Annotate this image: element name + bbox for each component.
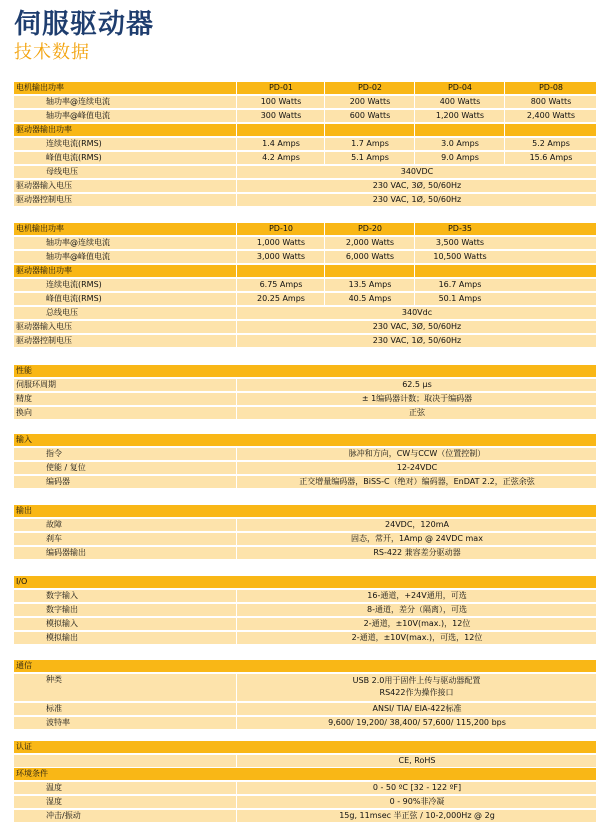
row-value: 62.5 µs — [236, 379, 597, 391]
spec-row — [14, 124, 596, 136]
spec-row — [14, 180, 596, 192]
section-heading: 输入 — [16, 435, 32, 444]
model-column-value: 5.2 Amps — [504, 138, 597, 150]
model-column-value: PD-35 — [414, 223, 505, 235]
row-label: 换向 — [16, 408, 32, 417]
row-value: 16-通道，+24V通用，可选 — [236, 590, 597, 602]
model-column-value: PD-08 — [504, 82, 597, 94]
model-column-value: 800 Watts — [504, 96, 597, 108]
model-column-value: PD-20 — [324, 223, 415, 235]
blank-column — [236, 124, 325, 136]
spec-row — [14, 393, 596, 405]
model-column-value: 3,000 Watts — [236, 251, 325, 263]
spec-row — [14, 462, 596, 474]
section-heading-row — [14, 741, 596, 753]
spec-row — [14, 519, 596, 531]
spec-row — [14, 590, 596, 602]
model-column-value: 6,000 Watts — [324, 251, 415, 263]
model-column-value: 300 Watts — [236, 110, 325, 122]
page-title: 伺服驱动器 — [14, 9, 154, 40]
row-label: 电机输出功率 — [16, 224, 64, 233]
blank-column — [414, 265, 505, 277]
model-column-value: 100 Watts — [236, 96, 325, 108]
section-heading-row — [14, 365, 596, 377]
spec-row — [14, 547, 596, 559]
spec-section — [14, 434, 596, 490]
row-value: 230 VAC, 1Ø, 50/60Hz — [236, 194, 597, 206]
row-sublabel: 数字输入 — [46, 591, 78, 600]
blank-column — [324, 124, 415, 136]
row-value: ANSI/ TIA/ EIA-422标准 — [236, 703, 597, 715]
spec-row — [14, 223, 596, 235]
row-label: 驱动器输入电压 — [16, 181, 72, 190]
row-value: 2-通道，±10V(max.)，可选，12位 — [236, 632, 597, 644]
model-column-value: 16.7 Amps — [414, 279, 505, 291]
row-value: RS-422 兼容差分驱动器 — [236, 547, 597, 559]
model-column-value: 15.6 Amps — [504, 152, 597, 164]
spec-row — [14, 194, 596, 206]
row-value: 正弦 — [236, 407, 597, 419]
blank-column — [504, 124, 597, 136]
section-heading-row — [14, 768, 596, 780]
spec-row — [14, 717, 596, 729]
row-value: 8-通道，差分（隔离），可选 — [236, 604, 597, 616]
row-sublabel: 冲击/振动 — [46, 811, 81, 820]
row-sublabel: 峰值电流(RMS) — [46, 153, 102, 162]
model-column-value: 2,400 Watts — [504, 110, 597, 122]
row-sublabel: 温度 — [46, 783, 62, 792]
spec-row — [14, 618, 596, 630]
row-value: 9,600/ 19,200/ 38,400/ 57,600/ 115,200 bps — [236, 717, 597, 729]
row-sublabel: 连续电流(RMS) — [46, 280, 102, 289]
spec-row — [14, 632, 596, 644]
blank-column — [414, 124, 505, 136]
row-value: 脉冲和方向，CW与CCW（位置控制） — [236, 448, 597, 460]
row-sublabel: 故障 — [46, 520, 62, 529]
row-value-line: USB 2.0用于固件上传与驱动器配置 — [352, 676, 481, 685]
spec-row — [14, 796, 596, 808]
row-value: 230 VAC, 1Ø, 50/60Hz — [236, 335, 597, 347]
row-value: 2-通道，±10V(max.)，12位 — [236, 618, 597, 630]
spec-section — [14, 576, 596, 646]
model-column-value: 4.2 Amps — [236, 152, 325, 164]
row-sublabel: 模拟输出 — [46, 633, 78, 642]
row-sublabel: 数字输出 — [46, 605, 78, 614]
section-heading: 认证 — [16, 742, 32, 751]
spec-row — [14, 755, 596, 767]
row-value: 340Vdc — [236, 307, 597, 319]
row-value: 15g, 11msec 半正弦 / 10-2,000Hz @ 2g — [236, 810, 597, 822]
row-value-multiline — [236, 674, 596, 701]
spec-section — [14, 223, 596, 349]
row-label: 驱动器输出功率 — [16, 266, 72, 275]
spec-row — [14, 237, 596, 249]
spec-row — [14, 533, 596, 545]
row-label: 电机输出功率 — [16, 83, 64, 92]
row-sublabel: 使能 / 复位 — [46, 463, 86, 472]
spec-row — [14, 82, 596, 94]
spec-row — [14, 674, 596, 701]
row-value: ± 1编码器计数；取决于编码器 — [236, 393, 597, 405]
section-heading-row — [14, 576, 596, 588]
row-value: 0 - 90%非冷凝 — [236, 796, 597, 808]
row-value-line: RS422作为操作接口 — [379, 688, 454, 697]
spec-row — [14, 810, 596, 822]
row-sublabel: 母线电压 — [46, 167, 78, 176]
row-sublabel: 标准 — [46, 704, 62, 713]
spec-row — [14, 166, 596, 178]
model-column-value: 3.0 Amps — [414, 138, 505, 150]
row-label: 驱动器控制电压 — [16, 195, 72, 204]
spec-section — [14, 82, 596, 208]
model-column-value: 1,000 Watts — [236, 237, 325, 249]
model-column-value: 13.5 Amps — [324, 279, 415, 291]
section-heading: 通信 — [16, 661, 32, 670]
row-value: 0 - 50 ºC [32 - 122 ºF] — [236, 782, 597, 794]
spec-row — [14, 604, 596, 616]
spec-row — [14, 703, 596, 715]
row-sublabel: 峰值电流(RMS) — [46, 294, 102, 303]
row-sublabel: 湿度 — [46, 797, 62, 806]
row-sublabel: 连续电流(RMS) — [46, 139, 102, 148]
model-column-value: 50.1 Amps — [414, 293, 505, 305]
row-label: 驱动器控制电压 — [16, 336, 72, 345]
model-column-value: 200 Watts — [324, 96, 415, 108]
row-value: CE, RoHS — [236, 755, 597, 767]
spec-row — [14, 96, 596, 108]
spec-row — [14, 379, 596, 391]
spec-section — [14, 505, 596, 561]
model-column-value: 40.5 Amps — [324, 293, 415, 305]
model-column-value: 10,500 Watts — [414, 251, 505, 263]
row-value: 12-24VDC — [236, 462, 597, 474]
blank-column — [324, 265, 415, 277]
model-column-value: 3,500 Watts — [414, 237, 505, 249]
row-value: 340VDC — [236, 166, 597, 178]
spec-row — [14, 335, 596, 347]
model-column-value: 6.75 Amps — [236, 279, 325, 291]
model-column-value: PD-10 — [236, 223, 325, 235]
row-sublabel: 轴功率@连续电流 — [46, 238, 110, 247]
row-value: 230 VAC, 3Ø, 50/60Hz — [236, 180, 597, 192]
row-label: 伺服环周期 — [16, 380, 56, 389]
row-sublabel: 总线电压 — [46, 308, 78, 317]
spec-row — [14, 476, 596, 488]
row-sublabel: 轴功率@峰值电流 — [46, 252, 110, 261]
row-sublabel: 波特率 — [46, 718, 70, 727]
section-heading: 输出 — [16, 506, 32, 515]
model-column-value: PD-04 — [414, 82, 505, 94]
row-sublabel: 轴功率@峰值电流 — [46, 111, 110, 120]
row-value: 正交增量编码器，BiSS-C（绝对）编码器，EnDAT 2.2，正弦余弦 — [236, 476, 597, 488]
spec-row — [14, 279, 596, 291]
spec-section — [14, 741, 596, 769]
row-sublabel: 编码器输出 — [46, 548, 86, 557]
spec-section — [14, 768, 596, 824]
row-sublabel: 刹车 — [46, 534, 62, 543]
row-value: 24VDC，120mA — [236, 519, 597, 531]
section-heading-row — [14, 434, 596, 446]
spec-row — [14, 265, 596, 277]
spec-section — [14, 365, 596, 421]
spec-row — [14, 448, 596, 460]
model-column-value: PD-02 — [324, 82, 415, 94]
spec-row — [14, 307, 596, 319]
spec-row — [14, 251, 596, 263]
spec-row — [14, 110, 596, 122]
row-sublabel: 轴功率@连续电流 — [46, 97, 110, 106]
spec-row — [14, 152, 596, 164]
row-label: 驱动器输入电压 — [16, 322, 72, 331]
section-heading-row — [14, 660, 596, 672]
model-column-value: 1,200 Watts — [414, 110, 505, 122]
section-heading: 环境条件 — [16, 769, 48, 778]
model-column-value: 600 Watts — [324, 110, 415, 122]
row-value: 230 VAC, 3Ø, 50/60Hz — [236, 321, 597, 333]
model-column-value: 1.7 Amps — [324, 138, 415, 150]
row-label: 驱动器输出功率 — [16, 125, 72, 134]
section-heading-row — [14, 505, 596, 517]
row-sublabel: 种类 — [46, 675, 62, 684]
model-column-value: 2,000 Watts — [324, 237, 415, 249]
spec-row — [14, 293, 596, 305]
spec-row — [14, 138, 596, 150]
model-column-value: 5.1 Amps — [324, 152, 415, 164]
row-value: 固态，常开，1Amp @ 24VDC max — [236, 533, 597, 545]
model-column-value: 1.4 Amps — [236, 138, 325, 150]
section-heading: I/O — [16, 577, 28, 586]
spec-row — [14, 782, 596, 794]
model-column-value: 400 Watts — [414, 96, 505, 108]
section-heading: 性能 — [16, 366, 32, 375]
row-sublabel: 指令 — [46, 449, 62, 458]
row-sublabel: 模拟输入 — [46, 619, 78, 628]
row-label: 精度 — [16, 394, 32, 403]
model-column-value: 9.0 Amps — [414, 152, 505, 164]
spec-row — [14, 407, 596, 419]
model-column-value: 20.25 Amps — [236, 293, 325, 305]
blank-column — [236, 265, 325, 277]
page-subtitle: 技术数据 — [14, 42, 90, 63]
row-sublabel: 编码器 — [46, 477, 70, 486]
spec-row — [14, 321, 596, 333]
model-column-value: PD-01 — [236, 82, 325, 94]
spec-section — [14, 660, 596, 731]
